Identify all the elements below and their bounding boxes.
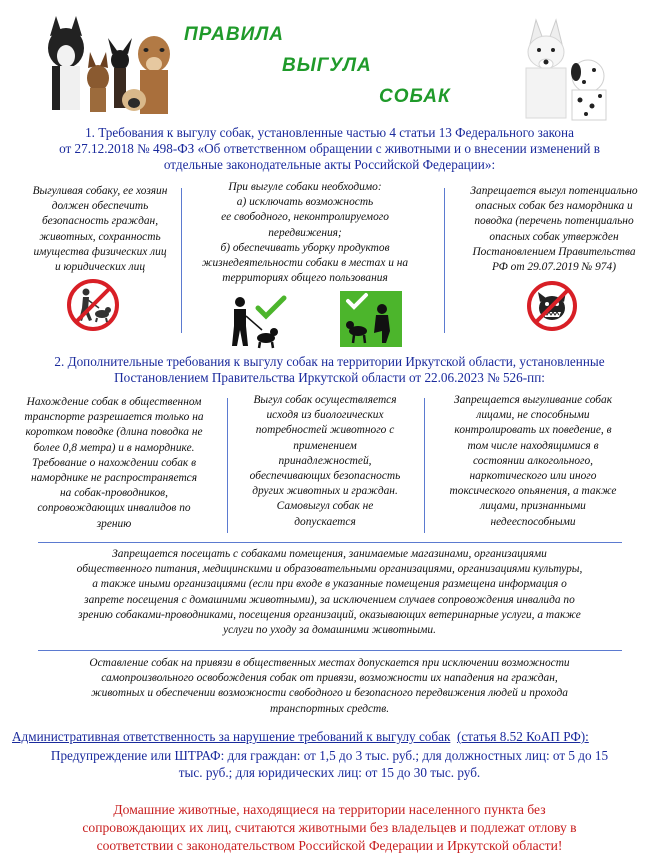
divider-v2 xyxy=(444,188,445,333)
liability-fines-line-2: тыс. руб.; для юридических лиц: от 15 до 30 тыс. руб. xyxy=(178,765,481,780)
section1-heading-1: 1. Требования к выгулу собак, установленные частью 4 статьи 13 Федерального закона xyxy=(85,125,574,140)
section1-heading-2: от 27.12.2018 № 498-ФЗ «Об ответственном обращении с животными и о внесении изменений в xyxy=(59,141,600,156)
leash-walking-check-icon xyxy=(222,294,288,350)
title-line-2: ВЫГУЛА xyxy=(282,55,372,76)
no-dangerous-dog-sign-icon xyxy=(526,280,578,332)
dogs-group-photo xyxy=(36,8,176,120)
white-dogs-photo xyxy=(510,14,618,124)
divider-v4 xyxy=(424,398,425,533)
public-places-paragraph: Запрещается посещать с собаками помещения, занимаемые магазинами, организациями общественного питания, медицинскими и образовательными организациями, организациями культуры, а также иными организациями (если при входе в указанные помещения размещена информация о запрете посещения с домашними животными), за исключением случаев сопровождения инвалида по зрению собаками-проводниками, посещения организаций, оказывающих ветеринарные услуги, а также услуги по уходу за домашними животными. xyxy=(76,548,583,637)
title-line-3: СОБАК xyxy=(379,86,451,107)
section2-heading-1: 2. Дополнительные требования к выгулу собак на территории Иркутской области, установленные xyxy=(54,354,605,369)
section1-col1: Выгуливая собаку, ее хозяин должен обеспечить безопасность граждан, животных, сохранность имущества физических лиц и юридических лиц xyxy=(32,185,168,274)
dog-cleanup-check-icon xyxy=(340,291,402,347)
liability-fines-line-1: Предупреждение или ШТРАФ: для граждан: от 1,5 до 3 тыс. руб.; для должностных лиц: от 5 до 15 xyxy=(50,748,609,763)
section1-col3: Запрещается выгул потенциально опасных собак без намордника и поводка (перечень потенциально опасных собак утвержден Постановлением Правительства РФ от 29.07.2019 № 974) xyxy=(470,185,638,274)
liability-heading: Административная ответственность за нарушение требований к выгулу собак (статья 8.52 КоАП РФ): xyxy=(12,729,589,744)
stray-animals-notice: Домашние животные, находящиеся на территории населенного пункта без сопровождающих их лиц, считаются животными без владельцев и подлежат отлову в соответствии с законодательством Российской Федерации и Иркутской области! xyxy=(82,802,577,853)
section1-col2: При выгуле собаки необходимо: а) исключать возможность ее свободного, неконтролируемого передвижения; б) обеспечивать уборку продуктов жизнедеятельности собаки в местах и на территориях общего пользования xyxy=(201,181,409,285)
title-line-1: ПРАВИЛА xyxy=(184,24,285,45)
section2-col2: Выгул собак осуществляется исходя из биологических потребностей животного с применением принадлежностей, обеспечивающих безопасность других животных и граждан. Самовыгул собак не допускается xyxy=(249,394,401,528)
divider-h1 xyxy=(38,542,622,543)
section2-heading-2: Постановлением Правительства Иркутской области от 22.06.2023 № 526-пп: xyxy=(114,370,545,385)
section1-heading-3: отдельные законодательные акты Российской Федерации»: xyxy=(163,157,496,172)
section2-col3: Запрещается выгуливание собак лицами, не способными контролировать их поведение, в том числе находящимися в состоянии алкогольного, наркотического или иного токсического опьянения, а также лицами, признанными недееспособными xyxy=(449,394,617,528)
section2-col1: Нахождение собак в общественном транспорте разрешается только на коротком поводке (длина поводка не более 0,8 метра) и в наморднике. Требование о нахождении собак в наморднике не распространяется на собак-проводников, сопровождающих инвалидов по зрению xyxy=(24,396,204,530)
leash-tether-paragraph: Оставление собак на привязи в общественных местах допускается при исключении возможности самопроизвольного освобождения собак от привязи, возможности их нападения на граждан, животных и обеспечении возможности свободного и безопасного передвижения людей и прохода транспортных средств. xyxy=(89,657,570,715)
divider-h2 xyxy=(38,650,622,651)
no-dog-walking-sign-icon xyxy=(66,278,120,332)
